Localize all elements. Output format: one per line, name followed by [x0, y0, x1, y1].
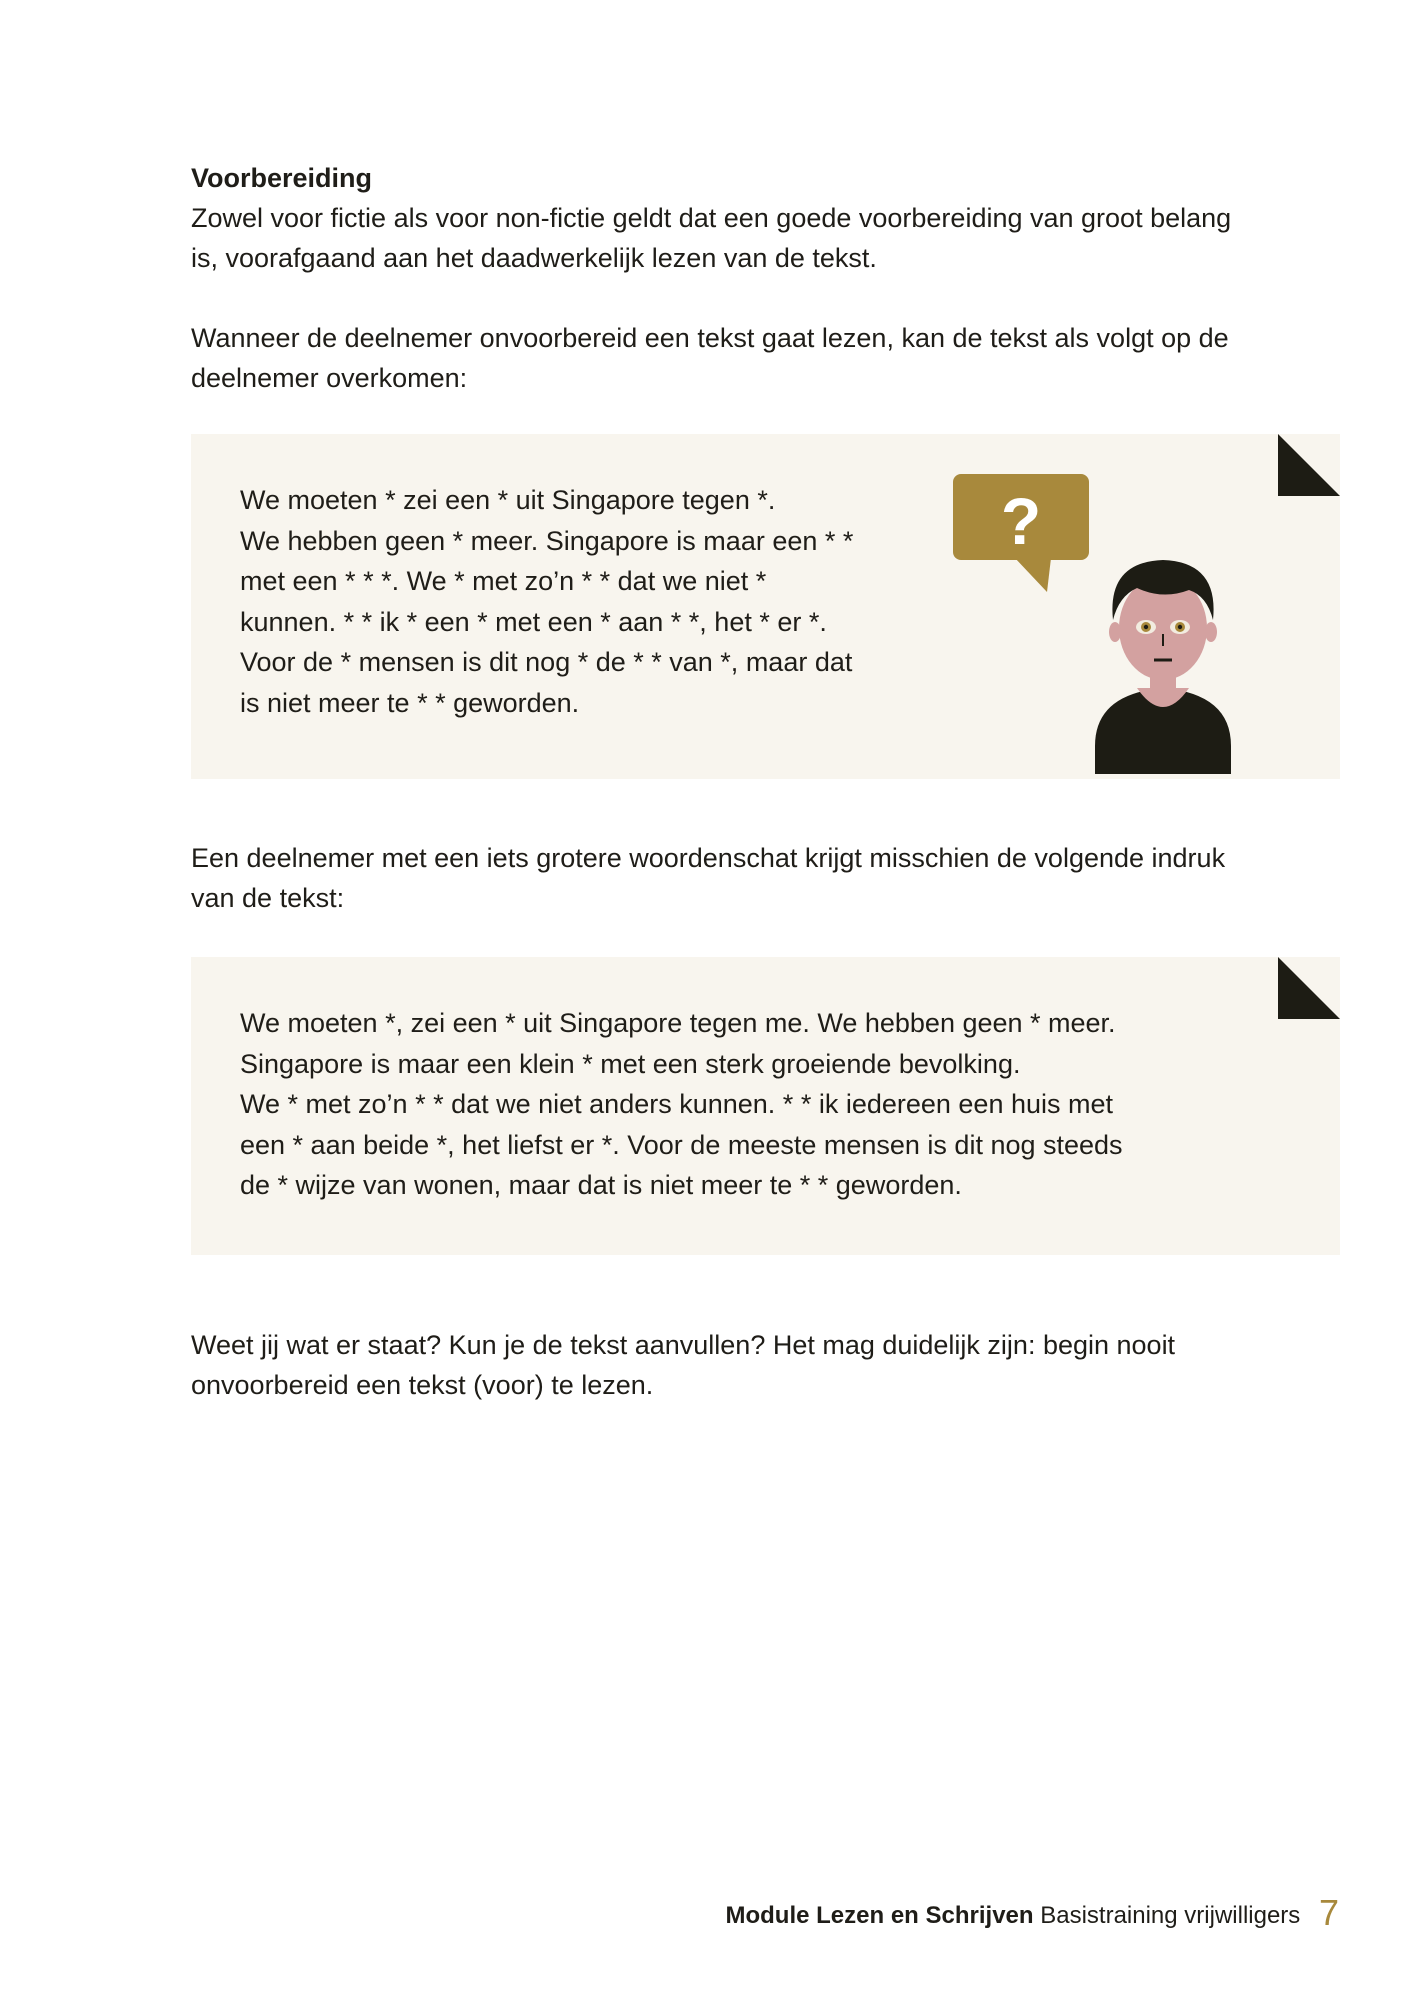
example-line: kunnen. * * ik * een * met een * aan * *, het * er *. [240, 606, 827, 637]
main-text [191, 158, 1341, 398]
text-line: Wanneer de deelnemer onvoorbereid een tekst gaat lezen, kan de tekst als volgt op de [191, 323, 1229, 353]
question-mark: ? [1000, 484, 1042, 558]
speech-bubble-icon [953, 474, 1089, 592]
footer-module-title: Module Lezen en Schrijven [725, 1902, 1034, 1929]
intro-paragraph [191, 198, 1341, 278]
text-line: Weet jij wat er staat? Kun je de tekst aanvullen? Het mag duidelijk zijn: begin nooit [191, 1330, 1176, 1360]
middle-paragraph [191, 838, 1341, 918]
closing-text [191, 1325, 1341, 1405]
example-line: We * met zo’n * * dat we niet anders kunnen. * * ik iedereen een huis met [240, 1089, 1114, 1119]
example-line: We hebben geen * meer. Singapore is maar een * * [240, 525, 854, 556]
text-line: Een deelnemer met een iets grotere woordenschat krijgt misschien de volgende indruk [191, 843, 1226, 873]
example-line: een * aan beide *, het liefst er *. Voor de meeste mensen is dit nog steeds [240, 1129, 1123, 1160]
page-footer [725, 1892, 1339, 1934]
example-box-unprepared [191, 434, 1340, 779]
example-box-larger-vocabulary [191, 957, 1340, 1255]
example-line: de * wijze van wonen, maar dat is niet meer te * * geworden. [240, 1170, 962, 1200]
footer-subtitle: Basistraining vrijwilligers [1040, 1902, 1301, 1929]
person-icon [1095, 560, 1231, 774]
text-line: onvoorbereid een tekst (voor) te lezen. [191, 1370, 654, 1400]
example-line: Voor de * mensen is dit nog * de * * van *, maar dat [240, 647, 853, 677]
example-line: We moeten *, zei een * uit Singapore tegen me. We hebben geen * meer. [240, 1008, 1116, 1038]
corner-fold-icon [1278, 434, 1340, 496]
example-line: We moeten * zei een * uit Singapore tegen *. [240, 485, 776, 515]
text-line: is, voorafgaand aan het daadwerkelijk lezen van de tekst. [191, 243, 877, 273]
middle-text [191, 838, 1341, 918]
example-text [240, 1003, 1240, 1206]
corner-fold-icon [1278, 957, 1340, 1019]
confused-person-illustration [953, 474, 1233, 774]
example-line: Singapore is maar een klein * met een sterk groeiende bevolking. [240, 1048, 1021, 1079]
example-line: met een * * *. We * met zo’n * * dat we niet * [240, 566, 767, 596]
text-line: Zowel voor fictie als voor non-fictie geldt dat een goede voorbereiding van groot belang [191, 203, 1232, 233]
page-number: 7 [1318, 1892, 1339, 1933]
closing-paragraph [191, 1325, 1341, 1405]
text-line: deelnemer overkomen: [191, 363, 468, 393]
lead-paragraph [191, 318, 1341, 398]
section-heading: Voorbereiding [191, 163, 373, 193]
text-line: van de tekst: [191, 883, 345, 913]
example-text [240, 480, 930, 723]
example-line: is niet meer te * * geworden. [240, 687, 580, 718]
